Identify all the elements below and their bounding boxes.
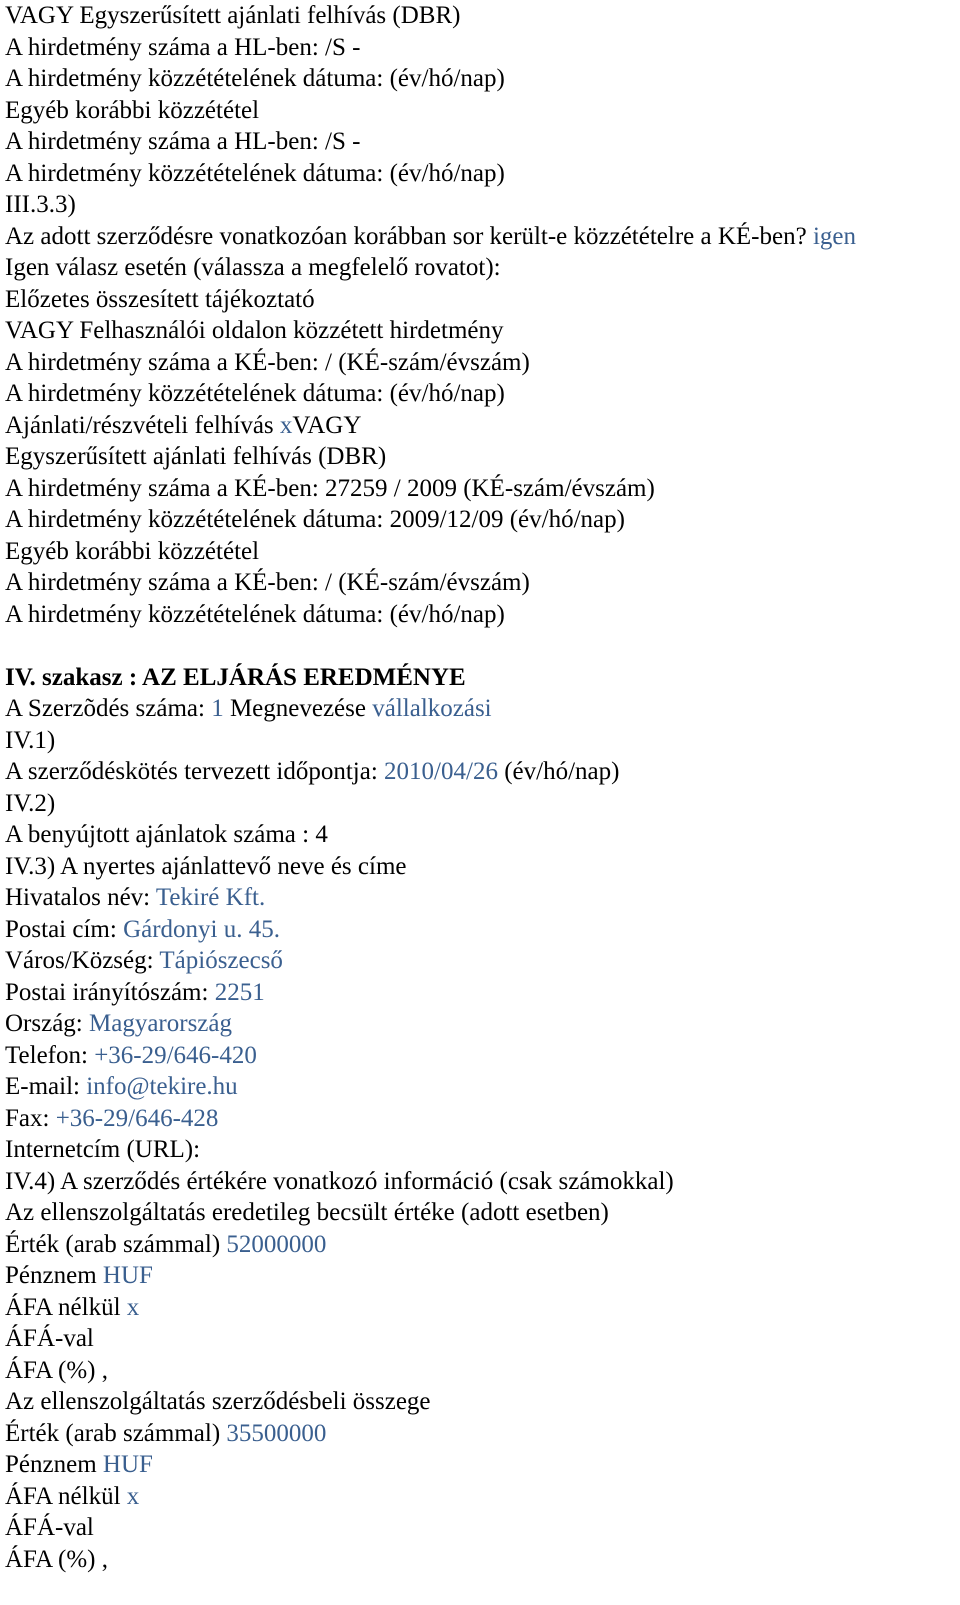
field-label: Ország: <box>5 1010 89 1037</box>
field-label: ÁFA (%) , <box>5 1545 109 1573</box>
field-label: ÁFÁ-val <box>5 1325 94 1352</box>
text-line <box>5 63 960 95</box>
field-label: A Szerzõdés száma: <box>5 695 212 722</box>
text-line <box>5 95 960 127</box>
text-line <box>5 1418 960 1450</box>
text-line <box>5 284 960 316</box>
field-value: +36-29/646-428 <box>55 1104 219 1132</box>
text-line <box>5 977 960 1009</box>
field-label: Az ellenszolgáltatás szerződésbeli összege <box>5 1388 431 1415</box>
text-line <box>5 1197 960 1229</box>
text-line <box>5 1355 960 1387</box>
field-label: IV.3) A nyertes ajánlattevő neve és címe <box>5 852 407 880</box>
field-label: Érték (arab számmal) <box>5 1419 227 1447</box>
text-line <box>5 819 960 851</box>
field-value: +36-29/646-420 <box>94 1041 257 1069</box>
field-value: Gárdonyi u. 45. <box>123 915 280 943</box>
text-line <box>5 1229 960 1261</box>
text-line <box>5 693 960 725</box>
field-value: Tekiré Kft. <box>155 884 266 911</box>
field-label: Postai irányítószám: <box>5 978 215 1006</box>
field-label: Fax: <box>5 1104 56 1132</box>
text-line <box>5 945 960 977</box>
text-line <box>5 504 960 536</box>
field-value: HUF <box>102 1262 153 1289</box>
field-label: VAGY Egyszerűsített ajánlati felhívás (DBR) <box>5 2 461 29</box>
field-label: IV.2) <box>5 789 56 817</box>
text-line <box>5 725 960 757</box>
field-value: vállalkozási <box>372 695 492 722</box>
field-value: 1 <box>211 695 224 722</box>
text-line <box>5 221 960 253</box>
text-line <box>5 914 960 946</box>
field-value: 2010/04/26 <box>384 758 498 785</box>
field-value: 2251 <box>214 978 265 1006</box>
field-label: ÁFA nélkül <box>5 1293 127 1321</box>
field-label: A hirdetmény közzétételének dátuma: (év/hó/nap) <box>5 159 505 187</box>
text-line <box>5 126 960 158</box>
field-label: ÁFÁ-val <box>5 1514 94 1541</box>
text-line <box>5 378 960 410</box>
field-label: Érték (arab számmal) <box>5 1230 227 1258</box>
field-label: A hirdetmény száma a KÉ-ben: 27259 / 2009 (KÉ-szám/évszám) <box>5 474 655 502</box>
field-label: Megnevezése <box>223 695 373 722</box>
field-label: III.3.3) <box>5 191 76 218</box>
field-label: Internetcím (URL): <box>5 1136 201 1163</box>
text-line <box>5 441 960 473</box>
text-line <box>5 1008 960 1040</box>
field-label: Telefon: <box>5 1041 95 1069</box>
text-line <box>5 599 960 631</box>
text-line <box>5 158 960 190</box>
field-label: Az adott szerződésre vonatkozóan korábban sor került-e közzétételre a KÉ-ben? <box>5 222 813 250</box>
field-label: A hirdetmény száma a KÉ-ben: / (KÉ-szám/évszám) <box>5 348 530 376</box>
field-label: Az ellenszolgáltatás eredetileg becsült értéke (adott esetben) <box>5 1199 609 1226</box>
field-label: A hirdetmény közzétételének dátuma: (év/hó/nap) <box>5 600 505 628</box>
field-value: HUF <box>102 1451 153 1478</box>
text-line <box>5 347 960 379</box>
text-line <box>5 1134 960 1166</box>
section-heading: IV. szakasz : AZ ELJÁRÁS EREDMÉNYE <box>5 663 466 691</box>
field-label: Előzetes összesített tájékoztató <box>5 285 315 313</box>
text-line <box>5 567 960 599</box>
text-line <box>5 1103 960 1135</box>
field-label: A hirdetmény száma a HL-ben: /S - <box>5 33 361 61</box>
text-line <box>5 756 960 788</box>
text-line <box>5 32 960 64</box>
section-iv-block <box>5 693 960 1575</box>
field-label: Ajánlati/részvételi felhívás <box>5 411 280 439</box>
field-value: igen <box>812 222 856 250</box>
field-label: (év/hó/nap) <box>497 758 620 785</box>
field-value: Magyarország <box>89 1010 232 1037</box>
text-line <box>5 882 960 914</box>
field-value: x <box>126 1293 140 1321</box>
text-line <box>5 851 960 883</box>
text-line <box>5 189 960 221</box>
text-line <box>5 788 960 820</box>
text-line <box>5 1040 960 1072</box>
text-line <box>5 1512 960 1544</box>
text-line <box>5 473 960 505</box>
field-value: Tápiószecső <box>159 947 283 974</box>
text-line <box>5 1386 960 1418</box>
section-iii-block <box>5 0 960 630</box>
field-value: 35500000 <box>226 1419 327 1447</box>
text-line <box>5 1260 960 1292</box>
field-label: Egyéb korábbi közzététel <box>5 537 260 565</box>
field-label: Postai cím: <box>5 915 124 943</box>
field-label: A hirdetmény közzétételének dátuma: 2009/12/09 (év/hó/nap) <box>5 506 625 533</box>
field-label: ÁFA (%) , <box>5 1356 109 1384</box>
field-label: A benyújtott ajánlatok száma : 4 <box>5 821 328 848</box>
field-value: x <box>126 1482 140 1510</box>
text-line <box>5 1544 960 1576</box>
text-line <box>5 410 960 442</box>
field-label: IV.4) A szerződés értékére vonatkozó információ (csak számokkal) <box>5 1167 674 1195</box>
text-line <box>5 536 960 568</box>
field-label: Pénznem <box>5 1451 103 1478</box>
text-line <box>5 252 960 284</box>
field-label: A hirdetmény száma a KÉ-ben: / (KÉ-szám/évszám) <box>5 569 530 596</box>
section-gap <box>5 630 960 662</box>
text-line <box>5 1292 960 1324</box>
field-value: x <box>279 411 293 439</box>
text-line <box>5 1323 960 1355</box>
field-label: A hirdetmény száma a HL-ben: /S - <box>5 128 361 155</box>
field-label: A hirdetmény közzétételének dátuma: (év/hó/nap) <box>5 65 505 92</box>
field-label: Pénznem <box>5 1262 103 1289</box>
text-line <box>5 0 960 32</box>
field-label: Hivatalos név: <box>5 884 156 911</box>
field-label: A hirdetmény közzétételének dátuma: (év/hó/nap) <box>5 380 505 407</box>
field-label: IV.1) <box>5 726 56 754</box>
text-line <box>5 1449 960 1481</box>
field-label: Egyéb korábbi közzététel <box>5 96 260 124</box>
text-line <box>5 1071 960 1103</box>
text-line <box>5 315 960 347</box>
field-label: Egyszerűsített ajánlati felhívás (DBR) <box>5 443 387 470</box>
field-label: VAGY Felhasználói oldalon közzétett hirdetmény <box>5 317 504 344</box>
field-value: 52000000 <box>226 1230 327 1258</box>
field-label: A szerződéskötés tervezett időpontja: <box>5 758 385 785</box>
text-line <box>5 1481 960 1513</box>
field-label: Város/Község: <box>5 947 160 974</box>
field-label: Igen válasz esetén (válassza a megfelelő rovatot): <box>5 254 501 281</box>
field-label: ÁFA nélkül <box>5 1482 127 1510</box>
field-label: E-mail: <box>5 1073 87 1100</box>
field-value: info@tekire.hu <box>86 1073 238 1100</box>
field-label: VAGY <box>292 411 362 439</box>
text-line <box>5 1166 960 1198</box>
